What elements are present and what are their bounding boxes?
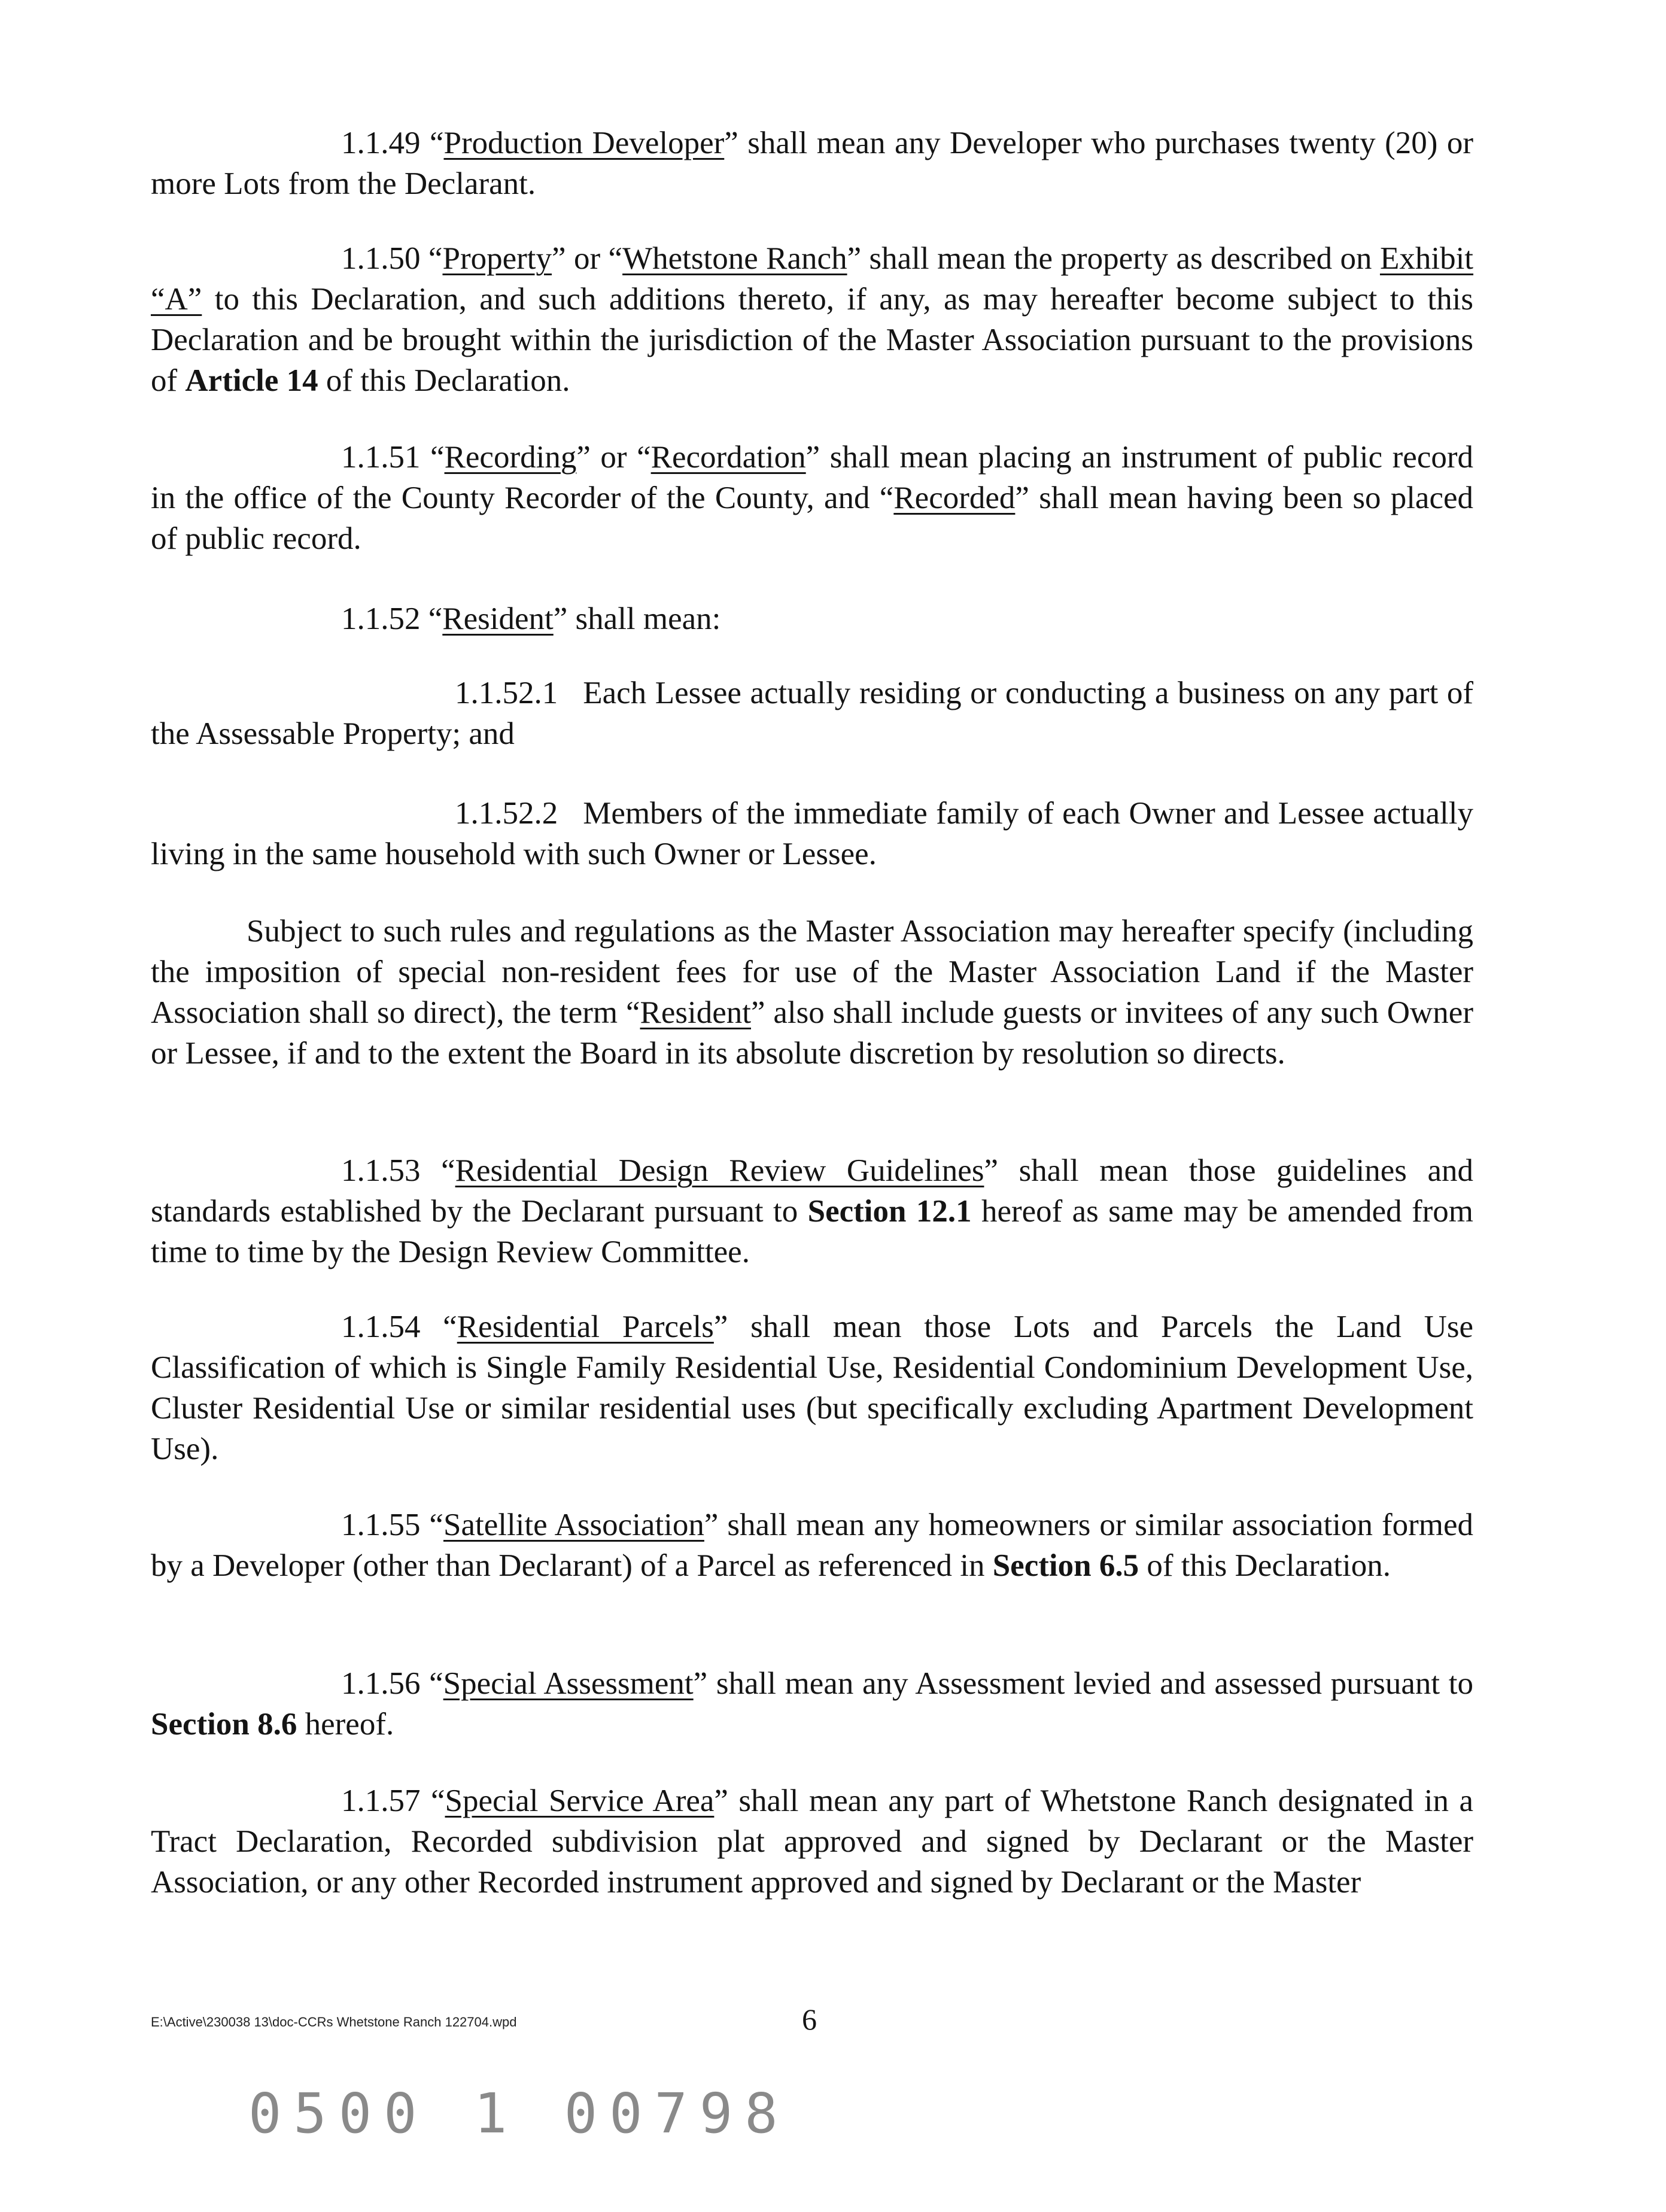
definition-1-1-49: 1.1.49 “Production Developer” shall mean any Developer who purchases twenty (20) or more Lots from the Declarant. bbox=[151, 126, 1473, 201]
definition-1-1-53: 1.1.53 “Residential Design Review Guidelines” shall mean those guidelines and standards established by the Declarant pursuant to Section 12.1 hereof as same may be amended from time to time by the Design Review Committee. bbox=[151, 1153, 1474, 1269]
defined-term: Residential Parcels bbox=[457, 1309, 714, 1344]
definition-1-1-52: 1.1.52 “Resident” shall mean: bbox=[341, 601, 721, 636]
defined-term: Residential Design Review Guidelines bbox=[455, 1153, 984, 1188]
defined-term: Property bbox=[442, 241, 552, 276]
defined-term: Resident bbox=[442, 601, 554, 636]
definition-1-1-56: 1.1.56 “Special Assessment” shall mean any Assessment levied and assessed pursuant to Section 8.6 hereof. bbox=[151, 1666, 1473, 1742]
defined-term: Recordation bbox=[650, 440, 806, 475]
defined-term: Resident bbox=[640, 995, 751, 1030]
defined-term: Production Developer bbox=[443, 126, 725, 160]
page-number: 6 bbox=[802, 2003, 817, 2036]
cross-reference: Section 8.6 bbox=[151, 1707, 297, 1742]
defined-term: Special Assessment bbox=[443, 1666, 694, 1701]
defined-term: Whetstone Ranch bbox=[622, 241, 847, 276]
definition-1-1-52-1: 1.1.52.1 Each Lessee actually residing or conducting a business on any part of the Assessable Property; and bbox=[151, 676, 1473, 751]
definition-1-1-54: 1.1.54 “Residential Parcels” shall mean those Lots and Parcels the Land Use Classification of which is Single Family Residential Use, Residential Condominium Development Use, Cluster Residential Use or similar residential uses (but specifically excluding Apartment Development Use). bbox=[151, 1309, 1474, 1466]
exhibit-reference: Exhibit “A” bbox=[151, 241, 1474, 317]
definition-1-1-51: 1.1.51 “Recording” or “Recordation” shall mean placing an instrument of public record in the office of the County Recorder of the County, and “Recorded” shall mean having been so placed of public record. bbox=[151, 440, 1474, 556]
cross-reference: Article 14 bbox=[185, 363, 318, 398]
definition-1-1-55: 1.1.55 “Satellite Association” shall mean any homeowners or similar association formed by a Developer (other than Declarant) of a Parcel as referenced in Section 6.5 of this Declaration. bbox=[151, 1508, 1474, 1583]
defined-term: Satellite Association bbox=[443, 1508, 704, 1542]
resident-subject-paragraph: Subject to such rules and regulations as the Master Association may hereafter specify (including the imposition of special non-resident fees for use of the Master Association Land if the Master Association shall so direct), the term “Resident” also shall include guests or invitees of any such Owner or Lessee, if and to the extent the Board in its absolute discretion by resolution so directs. bbox=[151, 914, 1473, 1071]
cross-reference: Section 6.5 bbox=[992, 1548, 1139, 1583]
definition-1-1-50: 1.1.50 “Property” or “Whetstone Ranch” shall mean the property as described on Exhibit “A” to this Declaration, and such additions thereto, if any, as may hereafter become subject to this Declaration and be brought within the jurisdiction of the Master Association pursuant to the provisions of Article 14 of this Declaration. bbox=[151, 241, 1474, 398]
cross-reference: Section 12.1 bbox=[807, 1194, 972, 1229]
defined-term: Recording bbox=[444, 440, 577, 475]
defined-term: Recorded bbox=[893, 481, 1016, 515]
footer-file-path: E:\Active\230038 13\doc-CCRs Whetstone Ranch 122704.wpd bbox=[151, 2014, 517, 2029]
document-stamp-number: 0500 1 00798 bbox=[248, 2082, 790, 2146]
definition-1-1-52-2: 1.1.52.2 Members of the immediate family of each Owner and Lessee actually living in the same household with such Owner or Lessee. bbox=[151, 796, 1473, 871]
defined-term: Special Service Area bbox=[445, 1783, 715, 1818]
definition-1-1-57: 1.1.57 “Special Service Area” shall mean any part of Whetstone Ranch designated in a Tract Declaration, Recorded subdivision plat approved and signed by Declarant or the Master Association, or any other Recorded instrument approved and signed by Declarant or the Master bbox=[151, 1783, 1474, 1900]
